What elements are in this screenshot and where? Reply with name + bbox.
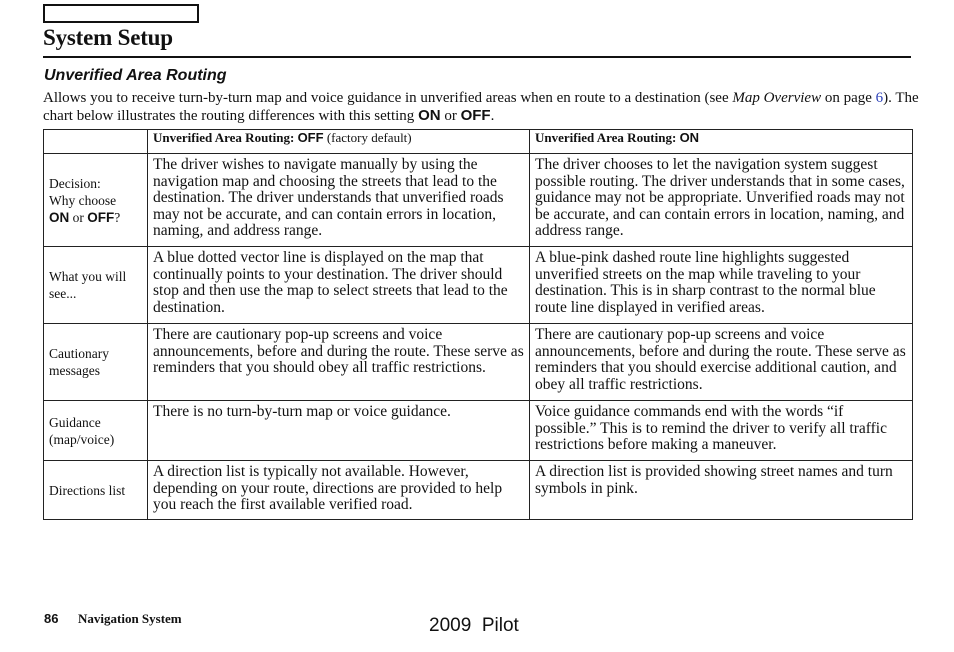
cell-off-cautionary: There are cautionary pop-up screens and voice announcements, before and during the route. These serve as reminders that you should obey all traffic restrictions. (148, 324, 530, 401)
page-number: 86 (44, 611, 59, 626)
cell-on-what-you-see: A blue-pink dashed route line highlights suggested unverified streets on the map while traveling to your destination. This is in sharp contrast to the normal blue route line displayed in verified areas. (530, 247, 913, 324)
off-setting-text: OFF (460, 107, 491, 124)
header-off-value: OFF (297, 130, 324, 145)
cell-on-cautionary: There are cautionary pop-up screens and voice announcements, before and during the route. These serve as reminders that you should exercise additional caution, and obey all traffic restrictions. (530, 324, 913, 401)
page-title: System Setup (43, 25, 173, 50)
row-label-directions: Directions list (44, 461, 148, 520)
header-off-note: (factory default) (323, 130, 412, 145)
cell-on-directions: A direction list is provided showing street names and turn symbols in pink. (530, 461, 913, 520)
routing-comparison-table (43, 129, 913, 520)
intro-end-text: . (490, 108, 495, 124)
header-tab-box (43, 4, 199, 23)
intro-or-text: or (440, 108, 461, 124)
header-off-column: Unverified Area Routing: OFF (factory default) (148, 130, 530, 154)
table-header-row (44, 130, 913, 154)
footer-section-label: Navigation System (78, 611, 182, 626)
page-6-link[interactable]: 6 (875, 90, 884, 106)
cell-off-directions: A direction list is typically not available. However, depending on your route, directions are provided to help you reach the first available verified road. (148, 461, 530, 520)
header-empty-cell (44, 130, 148, 154)
cell-on-guidance: Voice guidance commands end with the words “if possible.” This is to remind the driver to verify all traffic restrictions before making a maneuver. (530, 401, 913, 461)
header-on-column: Unverified Area Routing: ON (530, 130, 913, 154)
intro-text-1: Allows you to receive turn-by-turn map and voice guidance in unverified areas when en route to a destination (see (43, 90, 733, 106)
map-overview-reference: Map Overview (732, 90, 822, 106)
title-rule (43, 56, 911, 58)
table-row (44, 461, 913, 520)
header-on-value: ON (679, 130, 700, 145)
row-label-guidance: Guidance (map/voice) (44, 401, 148, 461)
table-row (44, 324, 913, 401)
row-label-decision: Decision: Why choose ON or OFF? (44, 154, 148, 247)
cell-off-guidance: There is no turn-by-turn map or voice guidance. (148, 401, 530, 461)
table-row (44, 154, 913, 247)
intro-text-2: on page (821, 90, 876, 106)
table-row (44, 401, 913, 461)
table-row (44, 247, 913, 324)
cell-off-what-you-see: A blue dotted vector line is displayed on the map that continually points to your destination. The driver should stop and then use the map to select streets that lead to the destination. (148, 247, 530, 324)
section-heading: Unverified Area Routing (44, 67, 227, 84)
intro-paragraph (43, 90, 923, 125)
cell-on-decision: The driver chooses to let the navigation system suggest possible routing. The driver understands that in some cases, guidance may not be appropriate. Unverified roads may not be accurate, and can contain errors in location, naming, and address range. (530, 154, 913, 247)
cell-off-decision: The driver wishes to navigate manually by using the navigation map and choosing the streets that lead to the destination. The driver understands that unverified roads may not be accurate, and can contain errors in location, naming, and address range. (148, 154, 530, 247)
intro-text-3: ). The chart below illustrates the routing differences with this setting (43, 90, 919, 124)
row-label-cautionary: Cautionary messages (44, 324, 148, 401)
footer-model-label: 2009 Pilot (429, 615, 519, 636)
on-setting-text: ON (418, 107, 441, 124)
row-label-what-you-see: What you will see... (44, 247, 148, 324)
